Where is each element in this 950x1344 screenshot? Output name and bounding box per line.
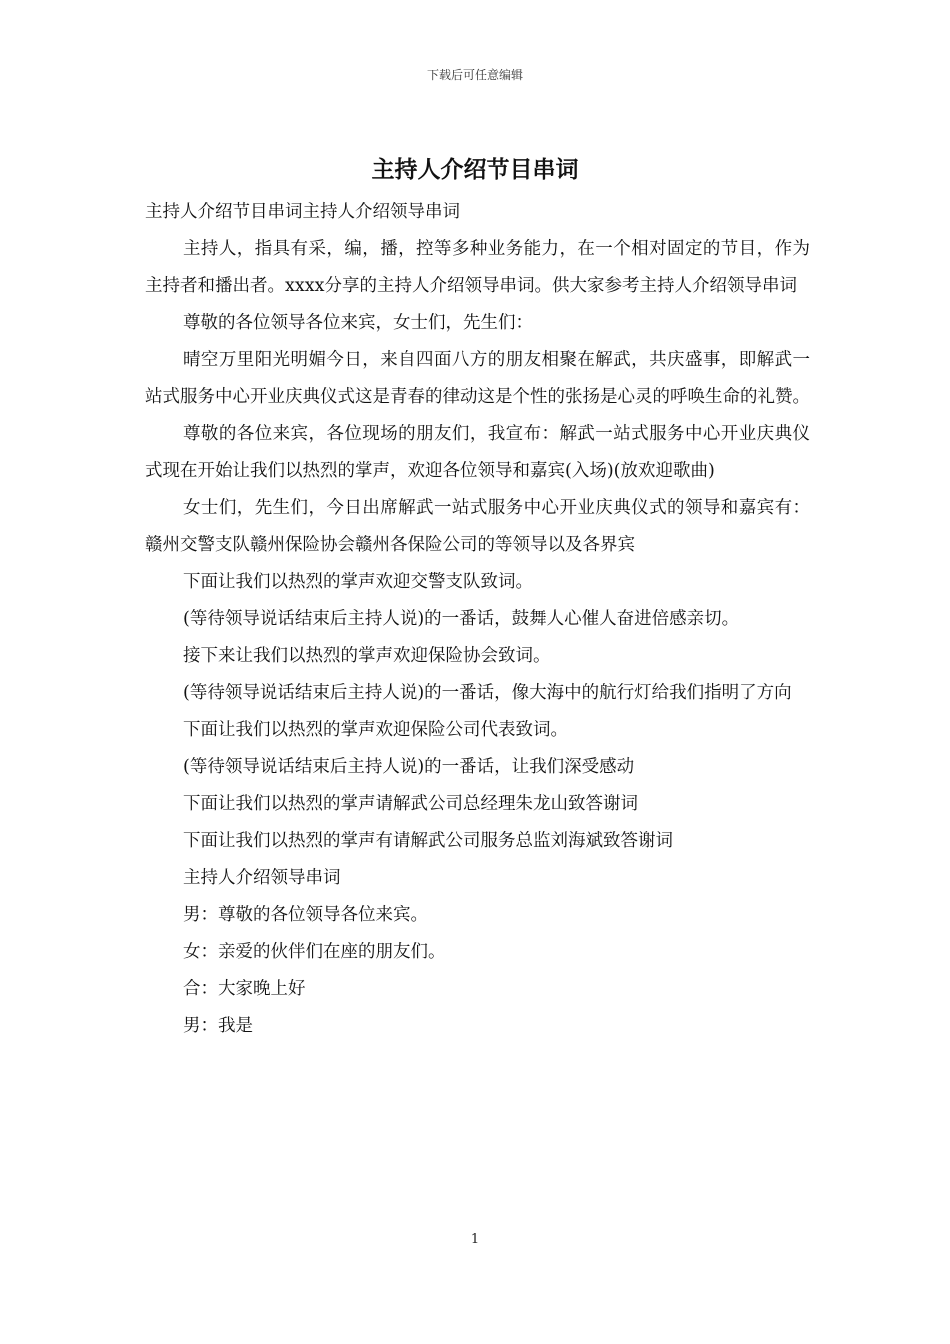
paragraph: (等待领导说话结束后主持人说)的一番话，像大海中的航行灯给我们指明了方向: [183, 683, 792, 703]
paragraph: 晴空万里阳光明媚今日，来自四面八方的朋友相聚在解武，共庆盛事，即解武一站式服务中心开业庆典仪式这是青春的律动这是个性的张扬是心灵的呼唤生命的礼赞。: [145, 350, 810, 407]
paragraph: 下面让我们以热烈的掌声欢迎保险公司代表致词。: [183, 720, 568, 740]
paragraph: 主持人介绍节目串词主持人介绍领导串词: [145, 202, 460, 222]
document-title: 主持人介绍节目串词: [371, 156, 579, 183]
paragraph: (等待领导说话结束后主持人说)的一番话，鼓舞人心催人奋进倍感亲切。: [183, 609, 740, 629]
header-note: 下载后可任意编辑: [426, 68, 523, 82]
paragraph: 尊敬的各位来宾，各位现场的朋友们，我宣布：解武一站式服务中心开业庆典仪式现在开始让我们以热烈的掌声，欢迎各位领导和嘉宾(入场)(放欢迎歌曲): [145, 424, 810, 481]
paragraph: 主持人，指具有采，编，播，控等多种业务能力，在一个相对固定的节目，作为主持者和播出者。xxxx分享的主持人介绍领导串词。供大家参考主持人介绍领导串词: [145, 239, 810, 296]
document-body: [145, 194, 810, 1045]
page-number: 1: [470, 1232, 480, 1247]
paragraph: 主持人介绍领导串词: [183, 868, 341, 888]
paragraph: (等待领导说话结束后主持人说)的一番话，让我们深受感动: [183, 757, 635, 777]
paragraph: 男：我是: [183, 1016, 253, 1036]
paragraph: 女：亲爱的伙伴们在座的朋友们。: [183, 942, 446, 962]
paragraph: 男：尊敬的各位领导各位来宾。: [183, 905, 428, 925]
paragraph: 下面让我们以热烈的掌声有请解武公司服务总监刘海斌致答谢词: [183, 831, 673, 851]
paragraph: 下面让我们以热烈的掌声欢迎交警支队致词。: [183, 572, 533, 592]
paragraph: 女士们，先生们，今日出席解武一站式服务中心开业庆典仪式的领导和嘉宾有：赣州交警支队赣州保险协会赣州各保险公司的等领导以及各界宾: [145, 498, 810, 555]
paragraph: 尊敬的各位领导各位来宾，女士们，先生们：: [183, 313, 533, 333]
paragraph: 合：大家晚上好: [183, 979, 306, 999]
paragraph: 下面让我们以热烈的掌声请解武公司总经理朱龙山致答谢词: [183, 794, 638, 814]
paragraph: 接下来让我们以热烈的掌声欢迎保险协会致词。: [183, 646, 551, 666]
